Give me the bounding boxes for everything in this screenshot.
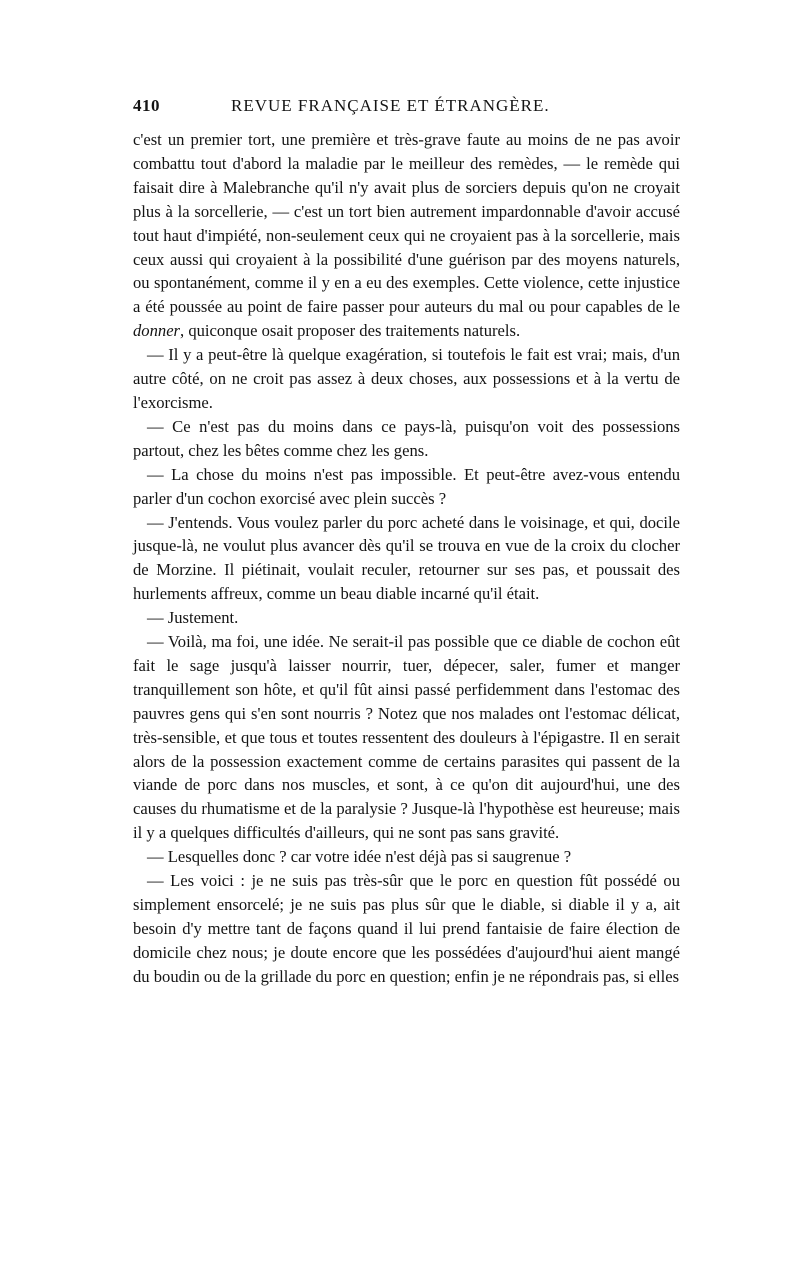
running-header — [133, 96, 680, 122]
emphasized-word: donner — [133, 321, 181, 341]
paragraph: — Justement. — [147, 608, 239, 628]
paragraph-text: , quiconque osait proposer des traitements naturels. — [180, 321, 521, 341]
paragraph: — Ce n'est pas du moins dans ce pays-là, puisqu'on voit des possessions partout, chez les bêtes comme chez les gens. — [133, 416, 680, 460]
page-number: 410 — [133, 96, 160, 115]
paragraph-text: c'est un premier tort, une première et très-grave faute au moins de ne pas avoir combattu tout d'abord la maladie par le meilleur des remèdes, — le remède qui faisait dire à Malebranche qu'il n'y avait plus de sorciers depuis qu'on ne croyait plus à la sorcellerie, — c'est un tort bien autrement impardonnable d'avoir accusé tout haut d'impiété, non-seulement ceux qui ne croyaient pas à la sorcellerie, mais ceux aussi qui croyaient à la possibilité d'une guérison par des moyens naturels, ou spontanément, comme il y en a eu des exemples. Cette violence, cette injustice a été poussée au point de faire passer pour auteurs du mal ou pour capables de le — [133, 130, 680, 317]
paragraph: — Voilà, ma foi, une idée. Ne serait-il pas possible que ce diable de cochon eût fait le sage jusqu'à laisser nourrir, tuer, dépecer, saler, fumer et manger tranquillement son hôte, et qu'il fût ainsi passé perfidemment dans l'estomac des pauvres gens qui s'en sont nourris ? Notez que nos malades ont l'estomac délicat, très-sensible, et que tous et toutes ressentent des douleurs à l'épigastre. Il en serait alors de la possession exactement comme de certains parasites qui passent de la viande de porc dans nos muscles, et sont, à ce qu'on dit aujourd'hui, une des causes du rhumatisme et de la paralysie ? Jusque-là l'hypothèse est heureuse; mais il y a quelques difficultés d'ailleurs, qui ne sont pas sans gravité. — [133, 632, 680, 843]
paragraph: — Il y a peut-être là quelque exagération, si toutefois le fait est vrai; mais, d'un autre côté, on ne croit pas assez à deux choses, aux possessions et à la vertu de l'exorcisme. — [133, 345, 680, 412]
book-page — [133, 96, 680, 989]
paragraph: — Les voici : je ne suis pas très-sûr que le porc en question fût possédé ou simplement ensorcelé; je ne suis pas plus sûr que le diable, si diable il y a, ait besoin d'y mettre tant de façons quand il lui prend fantaisie de faire élection de domicile chez nous; je doute encore que les possédées d'aujourd'hui aient mangé du boudin ou de la grillade du porc en question; enfin je ne répondrais pas, si elles — [133, 871, 680, 986]
paragraph: — Lesquelles donc ? car votre idée n'est déjà pas si saugrenue ? — [147, 847, 572, 867]
running-title: REVUE FRANÇAISE ET ÉTRANGÈRE. — [231, 96, 550, 115]
body-text — [133, 128, 680, 989]
paragraph: — La chose du moins n'est pas impossible. Et peut-être avez-vous entendu parler d'un cochon exorcisé avec plein succès ? — [133, 464, 680, 508]
paragraph — [133, 128, 680, 343]
paragraph: — J'entends. Vous voulez parler du porc acheté dans le voisinage, et qui, docile jusque-là, ne voulut plus avancer dès qu'il se trouva en vue de la croix du clocher de Morzine. Il piétinait, voulait reculer, retourner sur ses pas, et poussait des hurlements affreux, comme un beau diable incarné qu'il était. — [133, 512, 680, 604]
